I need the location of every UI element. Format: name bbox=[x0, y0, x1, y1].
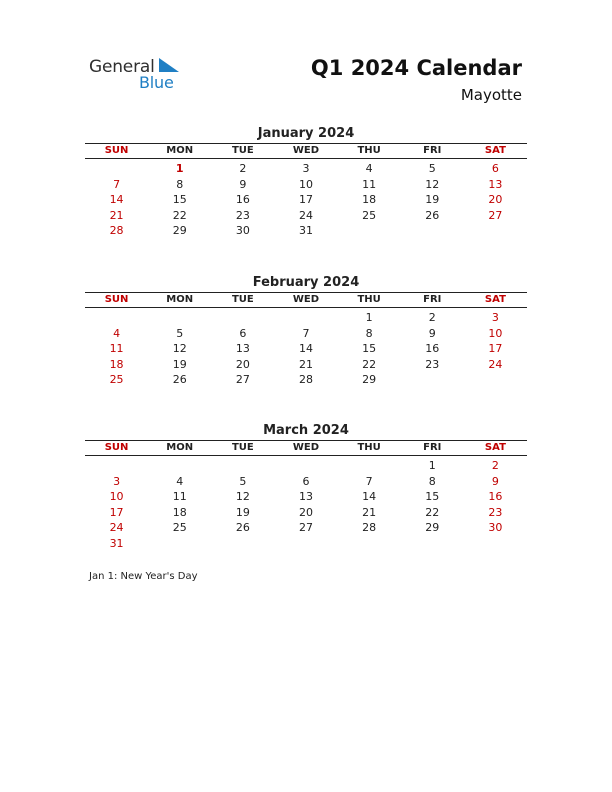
weekday-label: THU bbox=[357, 294, 381, 305]
day-cell: 16 bbox=[425, 342, 440, 356]
day-cell: 21 bbox=[109, 208, 124, 222]
day-cell: 27 bbox=[298, 521, 313, 535]
month-title: January 2024 bbox=[257, 126, 355, 141]
holiday-note: Jan 1: New Year's Day bbox=[89, 571, 198, 582]
day-cell: 10 bbox=[488, 326, 503, 340]
empty-day-cell bbox=[148, 458, 211, 474]
empty-day-cell bbox=[464, 223, 527, 239]
empty-day-cell bbox=[338, 536, 401, 552]
empty-day-cell bbox=[401, 223, 464, 239]
week-row bbox=[85, 161, 527, 177]
day-cell: 2 bbox=[428, 311, 436, 324]
day-cell: 25 bbox=[362, 208, 377, 222]
weekday-label: MON bbox=[166, 442, 194, 453]
month-title: February 2024 bbox=[252, 275, 360, 290]
weekday-label: TUE bbox=[231, 294, 254, 305]
day-cell: 1 bbox=[365, 311, 373, 324]
day-cell: 6 bbox=[302, 474, 310, 488]
day-cell: 11 bbox=[362, 177, 377, 191]
week-row bbox=[85, 341, 527, 357]
empty-day-cell bbox=[401, 536, 464, 552]
day-cell: 18 bbox=[172, 505, 187, 519]
day-cell: 9 bbox=[239, 177, 247, 191]
day-cell: 6 bbox=[239, 326, 247, 340]
week-row bbox=[85, 357, 527, 373]
weekday-label: SAT bbox=[484, 294, 506, 305]
empty-day-cell bbox=[85, 161, 148, 177]
day-cell: 21 bbox=[298, 357, 313, 371]
day-cell: 22 bbox=[362, 357, 377, 371]
day-cell: 8 bbox=[428, 474, 436, 488]
day-cell: 4 bbox=[365, 162, 373, 175]
empty-day-cell bbox=[85, 458, 148, 474]
weekday-label: TUE bbox=[231, 442, 254, 453]
weekday-label: TUE bbox=[231, 145, 254, 156]
weekday-label: WED bbox=[292, 442, 320, 453]
logo-triangle-icon bbox=[159, 58, 179, 74]
day-cell: 29 bbox=[172, 224, 187, 238]
week-row bbox=[85, 326, 527, 342]
weekday-label: SUN bbox=[104, 442, 129, 453]
day-cell: 7 bbox=[365, 474, 373, 488]
day-cell: 24 bbox=[109, 521, 124, 535]
day-cell: 13 bbox=[488, 177, 503, 191]
month-grid bbox=[85, 159, 527, 239]
empty-day-cell bbox=[274, 310, 337, 326]
day-cell: 19 bbox=[235, 505, 250, 519]
week-row bbox=[85, 505, 527, 521]
day-cell: 28 bbox=[109, 224, 124, 238]
day-cell: 9 bbox=[428, 326, 436, 340]
day-cell: 12 bbox=[235, 490, 250, 504]
day-cell: 15 bbox=[172, 193, 187, 207]
day-cell: 25 bbox=[109, 373, 124, 387]
empty-day-cell bbox=[338, 223, 401, 239]
page-title: Q1 2024 Calendar bbox=[310, 56, 522, 80]
day-cell: 20 bbox=[488, 193, 503, 207]
day-cell: 15 bbox=[425, 490, 440, 504]
day-cell: 11 bbox=[109, 342, 124, 356]
weekday-label: FRI bbox=[423, 294, 442, 305]
day-cell: 3 bbox=[491, 311, 499, 324]
week-row bbox=[85, 310, 527, 326]
weekday-label: WED bbox=[292, 145, 320, 156]
day-cell: 30 bbox=[235, 224, 250, 238]
week-row bbox=[85, 372, 527, 388]
week-row bbox=[85, 474, 527, 490]
day-cell: 3 bbox=[113, 474, 121, 488]
day-cell: 7 bbox=[302, 326, 310, 340]
week-row bbox=[85, 223, 527, 239]
day-cell: 3 bbox=[302, 162, 310, 175]
weekday-header bbox=[85, 143, 527, 159]
day-cell: 28 bbox=[298, 373, 313, 387]
day-cell: 20 bbox=[235, 357, 250, 371]
week-row bbox=[85, 536, 527, 552]
day-cell: 20 bbox=[298, 505, 313, 519]
day-cell: 17 bbox=[109, 505, 124, 519]
weekday-label: WED bbox=[292, 294, 320, 305]
empty-day-cell bbox=[211, 310, 274, 326]
day-cell: 5 bbox=[239, 474, 247, 488]
day-cell: 4 bbox=[176, 474, 184, 488]
day-cell: 28 bbox=[362, 521, 377, 535]
day-cell: 16 bbox=[235, 193, 250, 207]
empty-day-cell bbox=[401, 372, 464, 388]
empty-day-cell bbox=[148, 536, 211, 552]
day-cell: 5 bbox=[428, 162, 436, 175]
day-cell: 22 bbox=[172, 208, 187, 222]
week-row bbox=[85, 489, 527, 505]
day-cell: 18 bbox=[362, 193, 377, 207]
empty-day-cell bbox=[148, 310, 211, 326]
month-block bbox=[85, 422, 527, 552]
weekday-label: MON bbox=[166, 294, 194, 305]
empty-day-cell bbox=[211, 536, 274, 552]
weekday-label: MON bbox=[166, 145, 194, 156]
weekday-label: FRI bbox=[423, 442, 442, 453]
day-cell: 4 bbox=[113, 326, 121, 340]
day-cell: 21 bbox=[362, 505, 377, 519]
day-cell: 2 bbox=[239, 162, 247, 175]
generalblue-logo bbox=[89, 55, 199, 95]
empty-day-cell bbox=[211, 458, 274, 474]
week-row bbox=[85, 192, 527, 208]
day-cell: 11 bbox=[172, 490, 187, 504]
month-grid bbox=[85, 456, 527, 552]
day-cell: 29 bbox=[362, 373, 377, 387]
empty-day-cell bbox=[338, 458, 401, 474]
weekday-header bbox=[85, 292, 527, 308]
weekday-label: SUN bbox=[104, 294, 129, 305]
day-cell: 23 bbox=[235, 208, 250, 222]
day-cell: 8 bbox=[176, 177, 184, 191]
day-cell: 16 bbox=[488, 490, 503, 504]
weekday-label: THU bbox=[357, 442, 381, 453]
week-row bbox=[85, 520, 527, 536]
weekday-label: THU bbox=[357, 145, 381, 156]
day-cell: 2 bbox=[491, 459, 499, 472]
month-block bbox=[85, 125, 527, 239]
empty-day-cell bbox=[85, 310, 148, 326]
day-cell: 19 bbox=[172, 357, 187, 371]
day-cell: 19 bbox=[425, 193, 440, 207]
day-cell: 8 bbox=[365, 326, 373, 340]
month-title: March 2024 bbox=[263, 423, 349, 438]
day-cell: 6 bbox=[491, 162, 499, 175]
day-cell: 23 bbox=[488, 505, 503, 519]
day-cell: 14 bbox=[298, 342, 313, 356]
logo-text-blue: Blue bbox=[139, 73, 174, 92]
day-cell: 12 bbox=[425, 177, 440, 191]
weekday-label: SAT bbox=[484, 442, 506, 453]
logo-text-general: General bbox=[89, 57, 155, 77]
day-cell: 26 bbox=[235, 521, 250, 535]
day-cell: 27 bbox=[235, 373, 250, 387]
day-cell: 15 bbox=[362, 342, 377, 356]
page-subtitle: Mayotte bbox=[460, 86, 522, 104]
day-cell: 24 bbox=[488, 357, 503, 371]
empty-day-cell bbox=[464, 372, 527, 388]
weekday-label: SUN bbox=[104, 145, 129, 156]
month-grid bbox=[85, 308, 527, 388]
day-cell: 5 bbox=[176, 326, 184, 340]
day-cell: 23 bbox=[425, 357, 440, 371]
day-cell: 9 bbox=[491, 474, 499, 488]
day-cell: 31 bbox=[109, 536, 124, 550]
day-cell: 25 bbox=[172, 521, 187, 535]
day-cell: 27 bbox=[488, 208, 503, 222]
weekday-label: SAT bbox=[484, 145, 506, 156]
week-row bbox=[85, 208, 527, 224]
month-block bbox=[85, 274, 527, 388]
day-cell: 14 bbox=[109, 193, 124, 207]
day-cell: 17 bbox=[298, 193, 313, 207]
empty-day-cell bbox=[274, 458, 337, 474]
weekday-header bbox=[85, 440, 527, 456]
day-cell: 26 bbox=[425, 208, 440, 222]
day-cell: 1 bbox=[175, 162, 184, 175]
day-cell: 30 bbox=[488, 521, 503, 535]
day-cell: 17 bbox=[488, 342, 503, 356]
empty-day-cell bbox=[464, 536, 527, 552]
day-cell: 24 bbox=[298, 208, 313, 222]
day-cell: 10 bbox=[109, 490, 124, 504]
weekday-label: FRI bbox=[423, 145, 442, 156]
day-cell: 18 bbox=[109, 357, 124, 371]
week-row bbox=[85, 177, 527, 193]
day-cell: 13 bbox=[235, 342, 250, 356]
day-cell: 26 bbox=[172, 373, 187, 387]
day-cell: 10 bbox=[298, 177, 313, 191]
day-cell: 12 bbox=[172, 342, 187, 356]
day-cell: 22 bbox=[425, 505, 440, 519]
week-row bbox=[85, 458, 527, 474]
day-cell: 13 bbox=[298, 490, 313, 504]
day-cell: 31 bbox=[298, 224, 313, 238]
day-cell: 29 bbox=[425, 521, 440, 535]
empty-day-cell bbox=[274, 536, 337, 552]
day-cell: 7 bbox=[113, 177, 121, 191]
day-cell: 1 bbox=[428, 459, 436, 472]
day-cell: 14 bbox=[362, 490, 377, 504]
